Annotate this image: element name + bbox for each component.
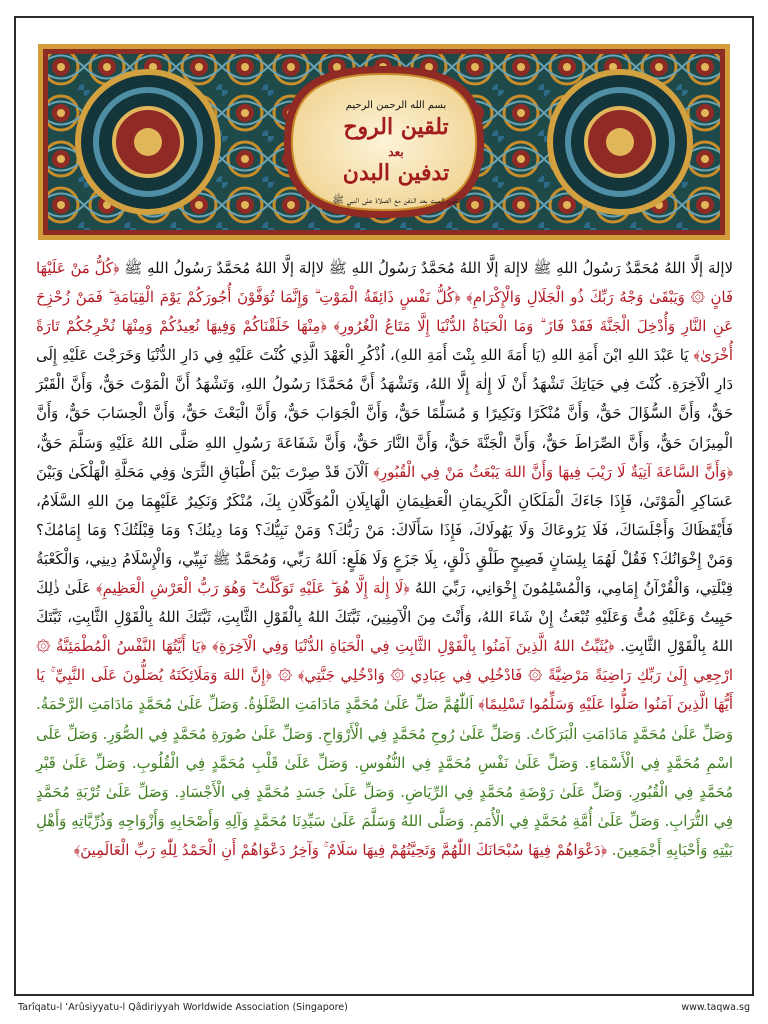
- right-medallion: [550, 72, 690, 212]
- quran-verses-mortality: ﴿كُلُّ مَنْ عَلَيْهَا فَانٍ ۞ وَيَبْقَىٰ وَجْهُ رَبِّكَ ذُو الْجَلَالِ وَالْإِكْرَامِ﴾ ﴿كُلُّ نَفْسٍ ذَائِقَةُ الْمَوْتِ ۗ وَإِنَّمَا تُوَفَّوْنَ أُجُورَكُمْ يَوْمَ الْقِيَامَةِ ۖ فَمَنْ زُحْزِحَ عَنِ النَّارِ وَأُدْخِلَ الْجَنَّةَ فَقَدْ فَازَ ۗ وَمَا الْحَيَاةُ الدُّنْيَا إِلَّا مَتَاعُ الْغُرُورِ﴾ ﴿مِنْهَا خَلَقْنَاكُمْ وَفِيهَا نُعِيدُكُمْ وَمِنْهَا نُخْرِجُكُمْ تَارَةً أُخْرَىٰ﴾: [36, 260, 733, 365]
- talqin-questions-text: اَلْآنَ قَدْ صِرْتَ بَيْنَ أَطْبَاقِ الثَّرَىٰ وَفِي مَحَلَّةِ الْهَلْكَىٰ وَبَيْنَ عَسَاكِرِ الْمَوْتَىٰ، فَإِذَا جَاءَكَ الْمَلَكَانِ الْكَرِيمَانِ الْعَظِيمَانِ الْهَايِلَانِ الْمُوَكَّلَانِ بِكَ، مُنْكَرٌ وَنَكِيرٌ عَلَيْهِمَا مِنَ اللهِ السَّلَامُ، فَأَيْقَظَاكَ وَأَجْلَسَاكَ، فَلَا يَرُوعَاكَ وَلَا يَهُولَاكَ، فَإِذَا سَأَلَاكَ: مَنْ رَبُّكَ؟ وَمَنْ نَبِيُّكَ؟ وَمَا دِينُكَ؟ وَمَا قِبْلَتُكَ؟ وَمَا إِمَامُكَ؟ وَمَنْ إِخْوَانُكَ؟ فَقُلْ لَهُمَا بِلِسَانٍ فَصِيحٍ طَلْقٍ ذَلْقٍ، بِلَا جَزَعٍ وَلَا هَلَعٍ: اَللهُ رَبِّي، وَمُحَمَّدٌ ﷺ نَبِيِّي، وَالْإِسْلَامُ دِينِي، وَالْكَعْبَةُ قِبْلَتِي، وَالْقُرْآنُ إِمَامِي، وَالْمُسْلِمُونَ إِخْوَانِي، رَبِّيَ اللهُ: [36, 463, 733, 598]
- title-line-2: تدفين البدن: [342, 160, 450, 186]
- salawat-text: اَللّٰهُمَّ صَلِّ عَلَىٰ مُحَمَّدٍ مَادَامَتِ الصَّلَوٰةُ. وَصَلِّ عَلَىٰ مُحَمَّدٍ مَادَامَتِ الرَّحْمَةُ. وَصَلِّ عَلَىٰ مُحَمَّدٍ مَادَامَتِ الْبَرَكَاتُ. وَصَلِّ عَلَىٰ رُوحِ مُحَمَّدٍ فِي الْأَرْوَاحِ. وَصَلِّ عَلَىٰ صُورَةِ مُحَمَّدٍ فِي الصُّوَرِ. وَصَلِّ عَلَى اسْمِ مُحَمَّدٍ فِي الْأَسْمَاءِ. وَصَلِّ عَلَىٰ نَفْسِ مُحَمَّدٍ فِي النُّفُوسِ. وَصَلِّ عَلَىٰ قَلْبِ مُحَمَّدٍ فِي الْقُلُوبِ. وَصَلِّ عَلَىٰ قَبْرِ مُحَمَّدٍ فِي الْقُبُورِ. وَصَلِّ عَلَىٰ رَوْضَةِ مُحَمَّدٍ فِي الرِّيَاضِ. وَصَلِّ عَلَىٰ جَسَدِ مُحَمَّدٍ فِي الْأَجْسَادِ. وَصَلِّ عَلَىٰ تُرْبَةِ مُحَمَّدٍ فِي التُّرَابِ. وَصَلِّ عَلَىٰ أُمَّةِ مُحَمَّدٍ فِي الْأُمَمِ. وَصَلَّى اللهُ وَسَلَّمَ عَلَىٰ سَيِّدِنَا مُحَمَّدٍ وَآلِهِ وَأَصْحَابِهِ وَأَزْوَاجِهِ وَذُرِّيَّاتِهِ وَأَهْلِ بَيْتِهِ وَأَحْبَابِهِ أَجْمَعِينَ.: [36, 696, 733, 859]
- quran-closing-verse: ﴿دَعْوَاهُمْ فِيهَا سُبْحَانَكَ اللّٰهُمَّ وَتَحِيَّتُهُمْ فِيهَا سَلَامٌ ۚ وَآخِرُ دَعْوَاهُمْ أَنِ الْحَمْدُ لِلّٰهِ رَبِّ الْعَالَمِينَ﴾: [73, 841, 608, 859]
- quran-verses-nafs: ﴿يُثَبِّتُ اللهُ الَّذِينَ آمَنُوا بِالْقَوْلِ الثَّابِتِ فِي الْحَيَاةِ الدُّنْيَا وَفِي الْآخِرَةِ﴾ ﴿يَا أَيَّتُهَا النَّفْسُ الْمُطْمَئِنَّةُ ۞ ارْجِعِي إِلَىٰ رَبِّكِ رَاضِيَةً مَرْضِيَّةً ۞ فَادْخُلِي فِي عِبَادِي ۞ وَادْخُلِي جَنَّتِي﴾ ۞ ﴿إِنَّ اللهَ وَمَلَائِكَتَهُ يُصَلُّونَ عَلَى النَّبِيِّ ۚ يَا أَيُّهَا الَّذِينَ آمَنُوا صَلُّوا عَلَيْهِ وَسَلِّمُوا تَسْلِيمًا﴾: [36, 638, 733, 714]
- footer-organization: Tarîqatu-l ʻArûsiyyatu-l Qâdiriyyah Worldwide Association (Singapore): [18, 1002, 348, 1013]
- talqin-address-text: يَا عَبْدَ اللهِ ابْنَ أَمَةِ اللهِ (يَا أَمَةَ اللهِ بِنْتَ أَمَةِ اللهِ)، اُذْكُرِ الْعَهْدَ الَّذِي كُنْتَ عَلَيْهِ فِي دَارِ الدُّنْيَا وَخَرَجْتَ عَلَيْهِ إِلَى دَارِ الْآخِرَةِ. كُنْتَ فِي حَيَاتِكَ تَشْهَدُ أَنْ لَا إِلٰهَ إِلَّا اللهُ، وَتَشْهَدُ أَنَّ مُحَمَّدًا رَسُولُ اللهِ، وَتَشْهَدُ أَنَّ الْمَوْتَ حَقٌّ، وَأَنَّ الْقَبْرَ حَقٌّ، وَأَنَّ السُّؤَالَ حَقٌّ، وَأَنَّ مُنْكَرًا وَنَكِيرًا وَ مُسَلِّمًا حَقٌّ، وَأَنَّ الْجَوَابَ حَقٌّ، وَأَنَّ الْبَعْثَ حَقٌّ، وَأَنَّ الْحِسَابَ حَقٌّ، وَأَنَّ الْمِيزَانَ حَقٌّ، وَأَنَّ الصِّرَاطَ حَقٌّ، وَأَنَّ الْجَنَّةَ حَقٌّ، وَأَنَّ النَّارَ حَقٌّ، وَأَنَّ شَفَاعَةَ رَسُولِ اللهِ صَلَّى اللهُ عَلَيْهِ وَسَلَّمَ حَقٌّ،: [36, 347, 733, 452]
- basmala: بسم الله الرحمن الرحيم: [345, 100, 447, 111]
- subtitle: تلقين الميت بعد الدفن مع الصلاة على النبي ﷺ: [332, 195, 460, 206]
- quran-verse-tawakkul: ﴿لَا إِلٰهَ إِلَّا هُوَ ۖ عَلَيْهِ تَوَكَّلْتُ ۖ وَهُوَ رَبُّ الْعَرْشِ الْعَظِيمِ﴾: [90, 580, 410, 598]
- header-ornament-banner: [38, 44, 730, 240]
- tahlil-text: لاإلهَ إلَّا اللهُ مُحَمَّدٌ رَسُولُ اللهِ ﷺ لاإلهَ إلَّا اللهُ مُحَمَّدٌ رَسُولُ اللهِ ﷺ لاإلهَ إلَّا اللهُ مُحَمَّدٌ رَسُولُ اللهِ ﷺ: [119, 260, 733, 277]
- main-text-body: [36, 254, 733, 865]
- title-line-1: تلقين الروح: [343, 114, 449, 140]
- quran-verse-hour: ﴿وَأَنَّ السَّاعَةَ آتِيَةٌ لَا رَيْبَ فِيهَا وَأَنَّ اللهَ يَبْعَثُ مَنْ فِي الْقُبُورِ﴾: [368, 463, 733, 481]
- title-conjunction: بعد: [388, 145, 404, 159]
- talqin-closing-text: عَلَىٰ ذٰلِكَ حَيِيتُ وَعَلَيْهِ مُتُّ وَعَلَيْهِ تُبْعَثُ إِنْ شَاءَ اللهُ، وَأَنْتَ مِنَ الْآمِنِينَ، ثَبَّتَكَ اللهُ بِالْقَوْلِ الثَّابِتِ، ثَبَّتَكَ اللهُ بِالْقَوْلِ الثَّابِتِ، ثَبَّتَكَ اللهُ بِالْقَوْلِ الثَّابِتِ.: [36, 580, 733, 656]
- footer-website-link[interactable]: www.taqwa.sg: [681, 1002, 750, 1013]
- left-medallion: [78, 72, 218, 212]
